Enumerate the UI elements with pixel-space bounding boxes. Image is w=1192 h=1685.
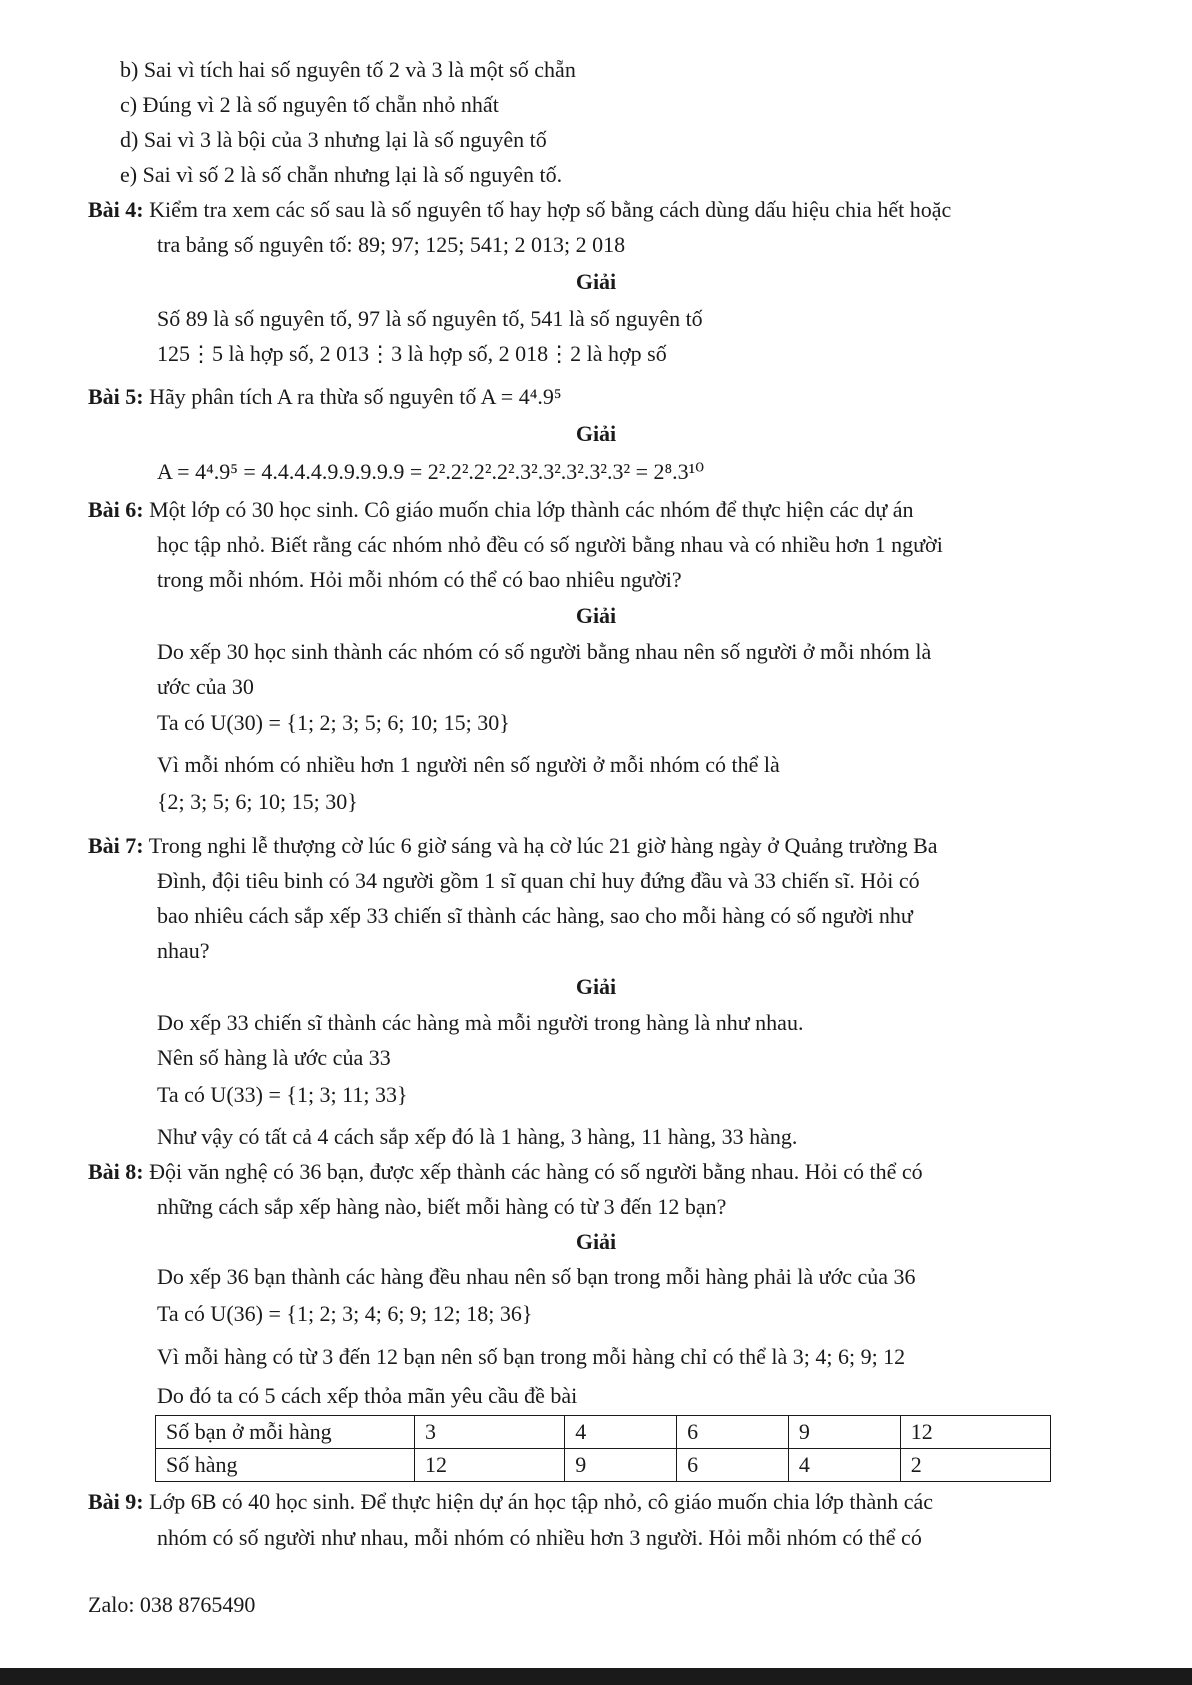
exercise-6-label: Bài 6: bbox=[88, 497, 144, 522]
exercise-4-solution-2: 125⋮5 là hợp số, 2 013⋮3 là hợp số, 2 018⋮2 là hợp số bbox=[157, 341, 667, 366]
table-cell: 9 bbox=[565, 1449, 677, 1482]
answer-d: d) Sai vì 3 là bội của 3 nhưng lại là số nguyên tố bbox=[120, 127, 547, 152]
table-cell: 6 bbox=[677, 1449, 789, 1482]
exercise-6-solution-5: {2; 3; 5; 6; 10; 15; 30} bbox=[157, 789, 358, 814]
exercise-6-line-3: trong mỗi nhóm. Hỏi mỗi nhóm có thể có bao nhiêu người? bbox=[157, 567, 682, 592]
exercise-5-line-1 bbox=[88, 380, 562, 414]
answer-e: e) Sai vì số 2 là số chẵn nhưng lại là số nguyên tố. bbox=[120, 162, 563, 187]
exercise-9-text: Lớp 6B có 40 học sinh. Để thực hiện dự án học tập nhỏ, cô giáo muốn chia lớp thành các bbox=[143, 1489, 934, 1514]
exercise-6-solution-4: Vì mỗi nhóm có nhiều hơn 1 người nên số người ở mỗi nhóm có thể là bbox=[157, 752, 780, 777]
table-cell: 6 bbox=[677, 1416, 789, 1449]
exercise-7-text: Trong nghi lễ thượng cờ lúc 6 giờ sáng và hạ cờ lúc 21 giờ hàng ngày ở Quảng trường Ba bbox=[143, 833, 938, 858]
exercise-7-label: Bài 7: bbox=[88, 833, 144, 858]
exercise-6-line-2: học tập nhỏ. Biết rằng các nhóm nhỏ đều có số người bằng nhau và có nhiều hơn 1 người bbox=[157, 532, 943, 557]
exercise-6-solution-3: Ta có U(30) = {1; 2; 3; 5; 6; 10; 15; 30} bbox=[157, 710, 510, 735]
exercise-7-line-1 bbox=[88, 829, 938, 863]
exercise-5-text: Hãy phân tích A ra thừa số nguyên tố A = 4⁴.9⁵ bbox=[143, 384, 562, 409]
exercise-7-line-3: bao nhiêu cách sắp xếp 33 chiến sĩ thành các hàng, sao cho mỗi hàng có số người như bbox=[157, 903, 913, 928]
exercise-8-solution-2: Ta có U(36) = {1; 2; 3; 4; 6; 9; 12; 18; 36} bbox=[157, 1301, 533, 1326]
table-cell: 3 bbox=[415, 1416, 565, 1449]
table-cell: 12 bbox=[415, 1449, 565, 1482]
exercise-7-line-2: Đình, đội tiêu binh có 34 người gồm 1 sĩ quan chỉ huy đứng đầu và 33 chiến sĩ. Hỏi có bbox=[157, 868, 920, 893]
exercise-9-line-2: nhóm có số người như nhau, mỗi nhóm có nhiều hơn 3 người. Hỏi mỗi nhóm có thể có bbox=[157, 1525, 922, 1550]
exercise-8-line-2: những cách sắp xếp hàng nào, biết mỗi hàng có từ 3 đến 12 bạn? bbox=[157, 1194, 727, 1219]
table-cell: 4 bbox=[565, 1416, 677, 1449]
exercise-5-solution: A = 4⁴.9⁵ = 4.4.4.4.9.9.9.9.9 = 2².2².2².2².3².3².3².3².3² = 2⁸.3¹⁰ bbox=[157, 459, 705, 484]
exercise-6-solution-1: Do xếp 30 học sinh thành các nhóm có số người bằng nhau nên số người ở mỗi nhóm là bbox=[157, 639, 932, 664]
exercise-8-text: Đội văn nghệ có 36 bạn, được xếp thành các hàng có số người bằng nhau. Hỏi có thể có bbox=[143, 1159, 923, 1184]
exercise-6-text: Một lớp có 30 học sinh. Cô giáo muốn chia lớp thành các nhóm để thực hiện các dự án bbox=[143, 497, 914, 522]
bottom-bar bbox=[0, 1668, 1192, 1685]
exercise-8-line-1 bbox=[88, 1155, 923, 1189]
exercise-4-line-2: tra bảng số nguyên tố: 89; 97; 125; 541; 2 013; 2 018 bbox=[157, 232, 626, 257]
exercise-8-label: Bài 8: bbox=[88, 1159, 144, 1184]
exercise-7-line-4: nhau? bbox=[157, 938, 210, 963]
solution-heading: Giải bbox=[575, 1229, 617, 1254]
exercise-7-solution-3: Ta có U(33) = {1; 3; 11; 33} bbox=[157, 1082, 408, 1107]
solution-heading: Giải bbox=[575, 269, 617, 294]
table-cell: 2 bbox=[900, 1449, 1050, 1482]
table-row-header: Số bạn ở mỗi hàng bbox=[156, 1416, 415, 1449]
solution-heading: Giải bbox=[575, 421, 617, 446]
exercise-8-solution-3: Vì mỗi hàng có từ 3 đến 12 bạn nên số bạn trong mỗi hàng chỉ có thể là 3; 4; 6; 9; 12 bbox=[157, 1344, 906, 1369]
table-row-header: Số hàng bbox=[156, 1449, 415, 1482]
table-row bbox=[156, 1416, 1051, 1449]
exercise-7-solution-2: Nên số hàng là ước của 33 bbox=[157, 1045, 391, 1070]
exercise-7-solution-1: Do xếp 33 chiến sĩ thành các hàng mà mỗi người trong hàng là như nhau. bbox=[157, 1010, 804, 1035]
arrangement-table bbox=[155, 1415, 1051, 1482]
exercise-4-line-1 bbox=[88, 193, 951, 227]
footer-contact: Zalo: 038 8765490 bbox=[88, 1592, 256, 1617]
exercise-7-solution-4: Như vậy có tất cả 4 cách sắp xếp đó là 1 hàng, 3 hàng, 11 hàng, 33 hàng. bbox=[157, 1124, 798, 1149]
exercise-4-label: Bài 4: bbox=[88, 197, 144, 222]
exercise-6-solution-2: ước của 30 bbox=[157, 674, 254, 699]
table-cell: 4 bbox=[788, 1449, 900, 1482]
exercise-4-solution-1: Số 89 là số nguyên tố, 97 là số nguyên tố, 541 là số nguyên tố bbox=[157, 306, 703, 331]
exercise-6-line-1 bbox=[88, 493, 914, 527]
table-cell: 9 bbox=[788, 1416, 900, 1449]
exercise-9-label: Bài 9: bbox=[88, 1489, 144, 1514]
answer-c: c) Đúng vì 2 là số nguyên tố chẵn nhỏ nhất bbox=[120, 92, 499, 117]
exercise-9-line-1 bbox=[88, 1485, 933, 1519]
table-row bbox=[156, 1449, 1051, 1482]
exercise-4-text: Kiểm tra xem các số sau là số nguyên tố hay hợp số bằng cách dùng dấu hiệu chia hết hoặc bbox=[143, 197, 952, 222]
exercise-8-solution-1: Do xếp 36 bạn thành các hàng đều nhau nên số bạn trong mỗi hàng phải là ước của 36 bbox=[157, 1264, 916, 1289]
answer-b: b) Sai vì tích hai số nguyên tố 2 và 3 là một số chẵn bbox=[120, 57, 576, 82]
exercise-8-solution-4: Do đó ta có 5 cách xếp thỏa mãn yêu cầu đề bài bbox=[157, 1383, 578, 1408]
solution-heading: Giải bbox=[575, 974, 617, 999]
solution-heading: Giải bbox=[575, 603, 617, 628]
exercise-5-label: Bài 5: bbox=[88, 384, 144, 409]
table-cell: 12 bbox=[900, 1416, 1050, 1449]
